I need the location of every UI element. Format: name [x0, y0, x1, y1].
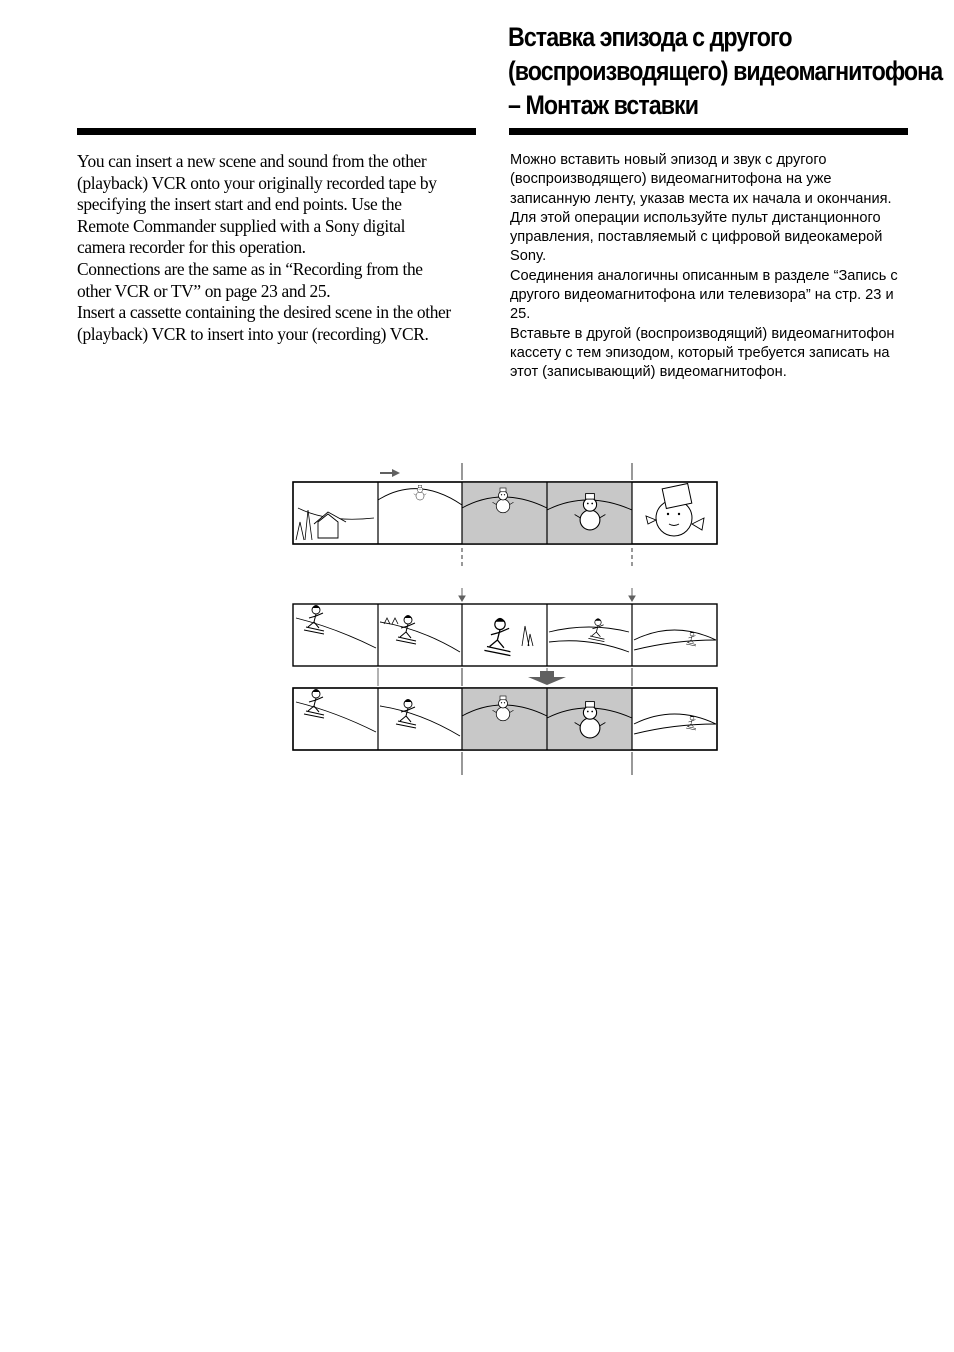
title-line: – Монтаж вставки	[508, 90, 699, 120]
insert-end-marker-icon	[629, 588, 635, 601]
russian-paragraph: Можно вставить новый эпизод и звук с другого (воспроизводящего) видеомагнитофона на уже записанную ленту, указав места их начала и окончания. Для этой операции используйте пульт дистанционного управления, поставляемый с цифровой видеокамерой Sony.	[510, 152, 892, 265]
insert-editing-diagram	[280, 455, 740, 785]
play-direction-arrow-icon	[380, 469, 400, 477]
page-title	[508, 20, 943, 122]
original-tape-row	[293, 604, 717, 666]
title-line: (воспроизводящего) видеомагнитофона	[508, 56, 943, 86]
russian-paragraph: Соединения аналогичны описанным в разделе “Запись с другого видеомагнитофона или телевизора” на стр. 23 и 25.	[510, 267, 898, 323]
english-column	[77, 151, 457, 345]
russian-paragraph: Вставьте в другой (воспроизводящий) видеомагнитофон кассету с тем эпизодом, который требуется записать на этот (записывающий) видеомагнитофон.	[510, 325, 895, 381]
source-tape-row	[293, 482, 717, 544]
section-rule-left	[77, 128, 476, 135]
result-down-arrow-icon	[528, 671, 566, 685]
title-line: Вставка эпизода с другого	[508, 22, 792, 52]
insert-start-marker-icon	[459, 588, 465, 601]
result-tape-row	[293, 688, 717, 750]
section-rule-right	[509, 128, 908, 135]
english-paragraph: Connections are the same as in “Recording from the other VCR or TV” on page 23 and 25.	[77, 258, 423, 301]
english-paragraph: You can insert a new scene and sound from the other (playback) VCR onto your originally recorded tape by specifying the insert start and end points. Use the Remote Commander supplied with a Sony digital camera recorder for this operation.	[77, 151, 437, 258]
english-paragraph: Insert a cassette containing the desired scene in the other (playback) VCR to insert into your (recording) VCR.	[77, 302, 451, 344]
russian-column	[510, 151, 910, 383]
